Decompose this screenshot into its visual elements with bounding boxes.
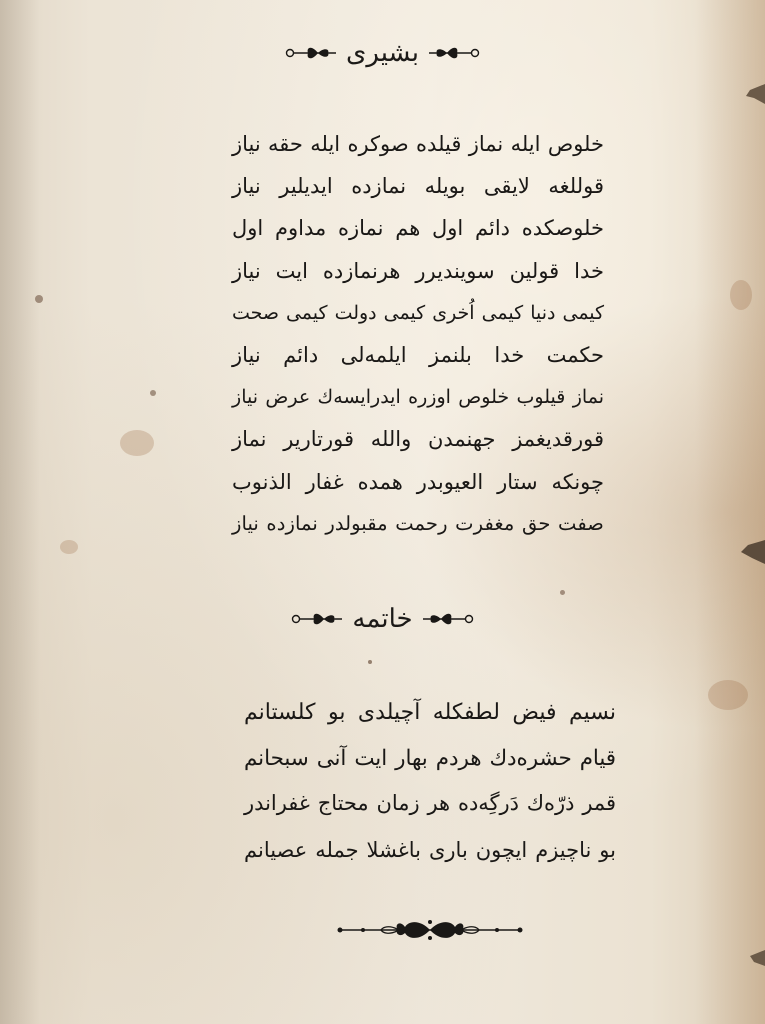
page-tear: [738, 540, 765, 564]
poem-line: نسیم فیض لطفکله آچیلدی بو کلستانم: [244, 700, 616, 725]
poem-block: [232, 123, 604, 545]
poem-line: کیمی دنیا کیمی اُخری کیمی دولت کیمی صحت: [232, 301, 604, 324]
foxing-spot: [60, 540, 78, 554]
poem-line: صفت حق مغفرت رحمت مقبولدر نمازده نیاز: [232, 511, 604, 535]
section-title: خاتمه: [352, 604, 413, 634]
poem-block: [244, 690, 616, 872]
poem-line: حکمت خدا بلنمز ایلمه‌لی دائم نیاز: [232, 342, 604, 367]
poem-line: خلوص ایله نماز قیلده صوکره ایله حقه نیاز: [232, 132, 604, 156]
poem-line: خدا قولین سویندیرر هرنمازده ایت نیاز: [232, 258, 604, 283]
poem-line: خلوصکده دائم اول هم نمازه مداوم اول: [232, 216, 604, 241]
poem-line: نماز قیلوب خلوص اوزره ایدرایسه‌ك عرض نیاز: [232, 386, 604, 409]
section-heading: [0, 36, 765, 70]
poem-line: بو ناچیزم ایچون باری باغشلا جمله عصیانم: [244, 836, 616, 862]
foxing-spot: [368, 660, 372, 664]
foxing-spot: [730, 280, 752, 310]
page-tear: [744, 950, 765, 966]
poem-line: قورقدیغمز جهنمدن والله قورتاریر نماز: [232, 427, 604, 452]
foxing-spot: [560, 590, 565, 595]
foxing-spot: [35, 295, 43, 303]
poem-line: قیام حشره‌دك هردم بهار ایت آنی سبحانم: [244, 745, 616, 771]
page-tear: [742, 84, 765, 104]
section-heading: [0, 602, 765, 636]
spine-shadow: [0, 0, 40, 1024]
poem-line: قمر ذرّه‌ك دَرگِه‌ده هر زمان محتاج غفراندر: [244, 791, 616, 815]
poem-line: قوللغه لایقی بویله نمازده ایدیلیر نیاز: [232, 174, 604, 199]
tailpiece-ornament-icon: [335, 915, 525, 945]
poem-line: چونکه ستار العیوبدر همده غفار الذنوب: [232, 469, 604, 494]
ornament-icon: [423, 608, 479, 630]
ornament-icon: [280, 42, 336, 64]
foxing-spot: [708, 680, 748, 710]
foxing-spot: [150, 390, 156, 396]
edge-stain: [695, 0, 765, 1024]
section-title: بشیری: [346, 38, 419, 68]
ornament-icon: [429, 42, 485, 64]
ornament-icon: [286, 608, 342, 630]
foxing-spot: [120, 430, 154, 456]
